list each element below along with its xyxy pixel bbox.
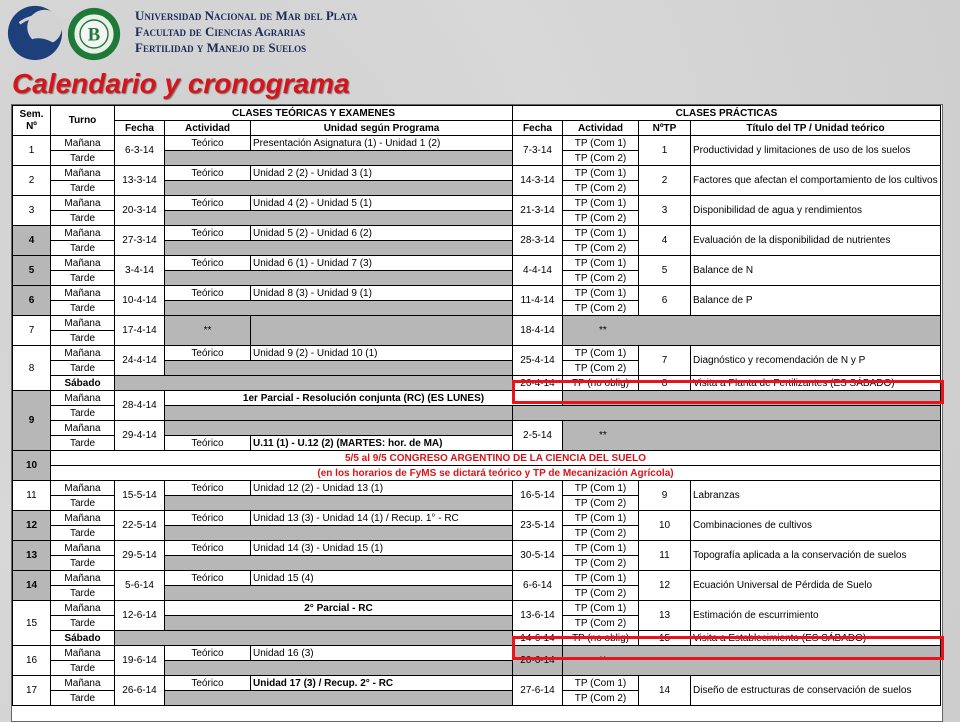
tp-com1: TP (Com 1) xyxy=(563,601,639,616)
unidad: Unidad 4 (2) - Unidad 5 (1) xyxy=(251,196,513,211)
actividad: Teórico xyxy=(165,436,251,451)
titulo-tp: Combinaciones de cultivos xyxy=(691,511,941,541)
header-row-2 xyxy=(13,121,941,136)
turno: Tarde xyxy=(51,406,115,421)
fecha-tp: 25-4-14 xyxy=(513,346,563,376)
table-row xyxy=(13,466,941,481)
col-group-teoricas: CLASES TEÓRICAS Y EXAMENES xyxy=(115,106,513,121)
fecha-tp: 23-5-14 xyxy=(513,511,563,541)
col-group-practicas: CLASES PRÁCTICAS xyxy=(513,106,941,121)
turno: Tarde xyxy=(51,436,115,451)
tp-com1: TP (Com 1) xyxy=(563,511,639,526)
unidad: Unidad 16 (3) xyxy=(251,646,513,661)
turno: Mañana xyxy=(51,541,115,556)
actividad: Teórico xyxy=(165,541,251,556)
actividad: Teórico xyxy=(165,226,251,241)
table-row xyxy=(13,286,941,301)
fecha-tp: 16-5-14 xyxy=(513,481,563,511)
actividad: Teórico xyxy=(165,136,251,151)
sem-number: 11 xyxy=(13,481,51,511)
university-logo xyxy=(6,4,64,62)
turno: Mañana xyxy=(51,646,115,661)
fecha-tp: 13-6-14 xyxy=(513,601,563,631)
fecha: 22-5-14 xyxy=(115,511,165,541)
col-ntp: NºTP xyxy=(639,121,691,136)
turno: Tarde xyxy=(51,211,115,226)
tp-com2: TP (Com 2) xyxy=(563,361,639,376)
course-name: Fertilidad y Manejo de Suelos xyxy=(135,40,307,55)
fecha-tp: 30-5-14 xyxy=(513,541,563,571)
turno: Tarde xyxy=(51,301,115,316)
turno: Mañana xyxy=(51,481,115,496)
col-turno: Turno xyxy=(51,106,115,136)
turno: Mañana xyxy=(51,196,115,211)
gray-cell xyxy=(165,211,513,226)
schedule-table xyxy=(12,105,941,706)
turno: Mañana xyxy=(51,316,115,331)
gray-cell xyxy=(165,181,513,196)
sem-number: 4 xyxy=(13,226,51,256)
tp-com1: TP (Com 1) xyxy=(563,226,639,241)
ntp: 13 xyxy=(639,601,691,631)
tp-optional: TP (no oblig) xyxy=(563,631,639,646)
unidad: Unidad 9 (2) - Unidad 10 (1) xyxy=(251,346,513,361)
page-title: Calendario y cronograma xyxy=(12,68,350,99)
turno: Tarde xyxy=(51,331,115,346)
ntp: 8 xyxy=(639,376,691,391)
university-name: Universidad Nacional de Mar del Plata xyxy=(135,8,358,23)
tp-com1: TP (Com 1) xyxy=(563,136,639,151)
sem-number: 8 xyxy=(13,346,51,391)
gray-cell xyxy=(165,421,513,436)
actividad: Teórico xyxy=(165,196,251,211)
fecha: 15-5-14 xyxy=(115,481,165,511)
fecha-tp: 7-3-14 xyxy=(513,136,563,166)
turno: Mañana xyxy=(51,166,115,181)
tp-com1: TP (Com 1) xyxy=(563,286,639,301)
gray-cell xyxy=(115,376,513,391)
table-row xyxy=(13,196,941,211)
sem-number: 1 xyxy=(13,136,51,166)
turno: Mañana xyxy=(51,421,115,436)
ntp: 4 xyxy=(639,226,691,256)
turno: Mañana xyxy=(51,511,115,526)
tp-com2: TP (Com 2) xyxy=(563,616,639,631)
tp-none: ** xyxy=(563,646,941,676)
titulo-tp: Visita a Planta de Fertilizantes (ES SÁBADO) xyxy=(691,376,941,391)
col-actividad-tp: Actividad xyxy=(563,121,639,136)
turno: Tarde xyxy=(51,241,115,256)
table-row xyxy=(13,346,941,361)
unidad: Unidad 6 (1) - Unidad 7 (3) xyxy=(251,256,513,271)
titulo-tp: Estimación de escurrimiento xyxy=(691,601,941,631)
gray-cell xyxy=(165,271,513,286)
table-row xyxy=(13,136,941,151)
turno: Mañana xyxy=(51,136,115,151)
fecha-tp: 2-5-14 xyxy=(513,421,563,451)
unidad: Presentación Asignatura (1) - Unidad 1 (2) xyxy=(251,136,513,151)
actividad: Teórico xyxy=(165,676,251,691)
ntp: 7 xyxy=(639,346,691,376)
table-row xyxy=(13,676,941,691)
fecha: 19-6-14 xyxy=(115,646,165,676)
schedule-sheet xyxy=(11,104,943,722)
tp-com2: TP (Com 2) xyxy=(563,691,639,706)
actividad: Teórico xyxy=(165,256,251,271)
unidad: Unidad 14 (3) - Unidad 15 (1) xyxy=(251,541,513,556)
tp-com2: TP (Com 2) xyxy=(563,181,639,196)
unidad: Unidad 12 (2) - Unidad 13 (1) xyxy=(251,481,513,496)
fecha: 3-4-14 xyxy=(115,256,165,286)
fecha: 20-3-14 xyxy=(115,196,165,226)
turno: Tarde xyxy=(51,526,115,541)
titulo-tp: Topografía aplicada a la conservación de suelos xyxy=(691,541,941,571)
turno: Mañana xyxy=(51,256,115,271)
sem-number: 2 xyxy=(13,166,51,196)
ntp: 9 xyxy=(639,481,691,511)
actividad: Teórico xyxy=(165,346,251,361)
actividad: Teórico xyxy=(165,481,251,496)
turno: Tarde xyxy=(51,691,115,706)
col-fecha: Fecha xyxy=(115,121,165,136)
titulo-tp: Ecuación Universal de Pérdida de Suelo xyxy=(691,571,941,601)
table-row xyxy=(13,451,941,466)
gray-cell xyxy=(165,301,513,316)
actividad: ** xyxy=(165,316,251,346)
turno: Mañana xyxy=(51,226,115,241)
titulo-tp: Visita a Establecimiento (ES SÁBADO) xyxy=(691,631,941,646)
sem-number: 16 xyxy=(13,646,51,676)
fecha-tp: 26-4-14 xyxy=(513,376,563,391)
header-row-1 xyxy=(13,106,941,121)
unidad: Unidad 2 (2) - Unidad 3 (1) xyxy=(251,166,513,181)
ntp: 2 xyxy=(639,166,691,196)
turno: Tarde xyxy=(51,496,115,511)
gray-cell xyxy=(165,361,513,376)
actividad: Teórico xyxy=(165,511,251,526)
fecha-tp: 21-3-14 xyxy=(513,196,563,226)
tp-com1: TP (Com 1) xyxy=(563,541,639,556)
turno: Mañana xyxy=(51,391,115,406)
tp-com1: TP (Com 1) xyxy=(563,676,639,691)
tp-com2: TP (Com 2) xyxy=(563,526,639,541)
tp-com1: TP (Com 1) xyxy=(563,346,639,361)
actividad: Teórico xyxy=(165,286,251,301)
turno: Mañana xyxy=(51,571,115,586)
turno: Tarde xyxy=(51,271,115,286)
tp-com1: TP (Com 1) xyxy=(563,256,639,271)
sem-number: 9 xyxy=(13,391,51,451)
unidad: Unidad 13 (3) - Unidad 14 (1) / Recup. 1° - RC xyxy=(251,511,513,526)
ntp: 11 xyxy=(639,541,691,571)
fecha: 24-4-14 xyxy=(115,346,165,376)
turno: Mañana xyxy=(51,601,115,616)
actividad: Teórico xyxy=(165,646,251,661)
turno: Tarde xyxy=(51,586,115,601)
titulo-tp: Balance de N xyxy=(691,256,941,286)
sem-number: 12 xyxy=(13,511,51,541)
gray-cell xyxy=(165,661,513,676)
col-titulo: Título del TP / Unidad teórico xyxy=(691,121,941,136)
institution-names xyxy=(135,8,357,56)
ntp: 1 xyxy=(639,136,691,166)
unidad: Unidad 15 (4) xyxy=(251,571,513,586)
tp-com1: TP (Com 1) xyxy=(563,166,639,181)
table-row xyxy=(13,601,941,616)
unidad: U.11 (1) - U.12 (2) (MARTES: hor. de MA) xyxy=(251,436,513,451)
turno: Mañana xyxy=(51,676,115,691)
parcial-exam: 2° Parcial - RC xyxy=(165,601,513,616)
turno: Tarde xyxy=(51,661,115,676)
tp-none: ** xyxy=(563,421,941,451)
fecha-tp: 14-6-14 xyxy=(513,631,563,646)
fecha: 17-4-14 xyxy=(115,316,165,346)
turno: Tarde xyxy=(51,616,115,631)
highlight-box-saturday-2 xyxy=(512,636,944,660)
titulo-tp: Evaluación de la disponibilidad de nutrientes xyxy=(691,226,941,256)
tp-com2: TP (Com 2) xyxy=(563,271,639,286)
table-row xyxy=(13,226,941,241)
gray-cell xyxy=(165,241,513,256)
fecha-tp: 27-6-14 xyxy=(513,676,563,706)
sem-number: 15 xyxy=(13,601,51,646)
titulo-tp: Disponibilidad de agua y rendimientos xyxy=(691,196,941,226)
ntp: 6 xyxy=(639,286,691,316)
fecha-tp: 28-3-14 xyxy=(513,226,563,256)
gray-cell xyxy=(165,151,513,166)
parcial-exam: 1er Parcial - Resolución conjunta (RC) (ES LUNES) xyxy=(165,391,563,406)
actividad: Teórico xyxy=(165,166,251,181)
fecha-tp: 14-3-14 xyxy=(513,166,563,196)
tp-com1: TP (Com 1) xyxy=(563,196,639,211)
col-sem: Sem. Nº xyxy=(13,106,51,136)
tp-com2: TP (Com 2) xyxy=(563,241,639,256)
fecha: 10-4-14 xyxy=(115,286,165,316)
titulo-tp: Diseño de estructuras de conservación de suelos xyxy=(691,676,941,706)
fecha-tp: 4-4-14 xyxy=(513,256,563,286)
congress-notice: 5/5 al 9/5 CONGRESO ARGENTINO DE LA CIENCIA DEL SUELO xyxy=(51,451,941,466)
table-row xyxy=(13,571,941,586)
titulo-tp: Labranzas xyxy=(691,481,941,511)
col-unidad: Unidad según Programa xyxy=(251,121,513,136)
turno: Mañana xyxy=(51,286,115,301)
table-row xyxy=(13,316,941,331)
sem-number: 14 xyxy=(13,571,51,601)
sem-number: 13 xyxy=(13,541,51,571)
turno: Tarde xyxy=(51,556,115,571)
congress-note: (en los horarios de FyMS se dictará teórico y TP de Mecanización Agrícola) xyxy=(51,466,941,481)
fecha-tp: 18-4-14 xyxy=(513,316,563,346)
titulo-tp: Diagnóstico y recomendación de N y P xyxy=(691,346,941,376)
fecha: 26-6-14 xyxy=(115,676,165,706)
actividad: Teórico xyxy=(165,571,251,586)
tp-optional: TP (no oblig) xyxy=(563,376,639,391)
gray-cell xyxy=(251,316,513,346)
sem-number: 17 xyxy=(13,676,51,706)
titulo-tp: Balance de P xyxy=(691,286,941,316)
turno: Tarde xyxy=(51,181,115,196)
gray-cell xyxy=(165,526,513,541)
tp-com2: TP (Com 2) xyxy=(563,496,639,511)
gray-cell xyxy=(513,406,941,421)
ntp: 14 xyxy=(639,676,691,706)
ntp: 3 xyxy=(639,196,691,226)
ntp: 12 xyxy=(639,571,691,601)
highlight-box-saturday-1 xyxy=(512,380,944,404)
seal-letter: B xyxy=(87,24,101,46)
gray-cell xyxy=(165,691,513,706)
fecha: 12-6-14 xyxy=(115,601,165,631)
sem-number: 3 xyxy=(13,196,51,226)
header xyxy=(0,0,960,72)
sem-number: 10 xyxy=(13,451,51,481)
fecha: 5-6-14 xyxy=(115,571,165,601)
titulo-tp: Factores que afectan el comportamiento de los cultivos xyxy=(691,166,941,196)
fecha: 29-4-14 xyxy=(115,421,165,451)
ntp: 15 xyxy=(639,631,691,646)
unidad: Unidad 17 (3) / Recup. 2° - RC xyxy=(251,676,513,691)
ntp: 10 xyxy=(639,511,691,541)
table-row xyxy=(13,511,941,526)
tp-com2: TP (Com 2) xyxy=(563,301,639,316)
col-actividad: Actividad xyxy=(165,121,251,136)
fecha: 6-3-14 xyxy=(115,136,165,166)
faculty-seal xyxy=(66,6,122,62)
tp-com2: TP (Com 2) xyxy=(563,211,639,226)
table-row xyxy=(13,541,941,556)
tp-com2: TP (Com 2) xyxy=(563,556,639,571)
tp-com2: TP (Com 2) xyxy=(563,586,639,601)
fecha-tp: 11-4-14 xyxy=(513,286,563,316)
fecha-tp: 6-6-14 xyxy=(513,571,563,601)
unidad: Unidad 8 (3) - Unidad 9 (1) xyxy=(251,286,513,301)
tp-none: ** xyxy=(563,316,941,346)
fecha: 28-4-14 xyxy=(115,391,165,421)
sem-number: 7 xyxy=(13,316,51,346)
turno: Tarde xyxy=(51,151,115,166)
sem-number: 6 xyxy=(13,286,51,316)
unidad: Unidad 5 (2) - Unidad 6 (2) xyxy=(251,226,513,241)
table-row xyxy=(13,481,941,496)
tp-com1: TP (Com 1) xyxy=(563,571,639,586)
col-fecha-tp: Fecha xyxy=(513,121,563,136)
turno: Sábado xyxy=(51,376,115,391)
tp-com1: TP (Com 1) xyxy=(563,481,639,496)
gray-cell xyxy=(165,586,513,601)
table-row xyxy=(13,421,941,436)
turno: Sábado xyxy=(51,631,115,646)
turno: Tarde xyxy=(51,361,115,376)
gray-cell xyxy=(165,616,513,631)
fecha: 27-3-14 xyxy=(115,226,165,256)
ntp: 5 xyxy=(639,256,691,286)
fecha: 13-3-14 xyxy=(115,166,165,196)
gray-cell xyxy=(165,556,513,571)
turno: Mañana xyxy=(51,346,115,361)
gray-cell xyxy=(165,406,513,421)
titulo-tp: Productividad y limitaciones de uso de los suelos xyxy=(691,136,941,166)
gray-cell xyxy=(115,631,513,646)
faculty-name: Facultad de Ciencias Agrarias xyxy=(135,24,306,39)
gray-cell xyxy=(165,496,513,511)
table-row xyxy=(13,166,941,181)
sem-number: 5 xyxy=(13,256,51,286)
table-row xyxy=(13,256,941,271)
tp-com2: TP (Com 2) xyxy=(563,151,639,166)
fecha: 29-5-14 xyxy=(115,541,165,571)
fecha-tp: 20-6-14 xyxy=(513,646,563,676)
